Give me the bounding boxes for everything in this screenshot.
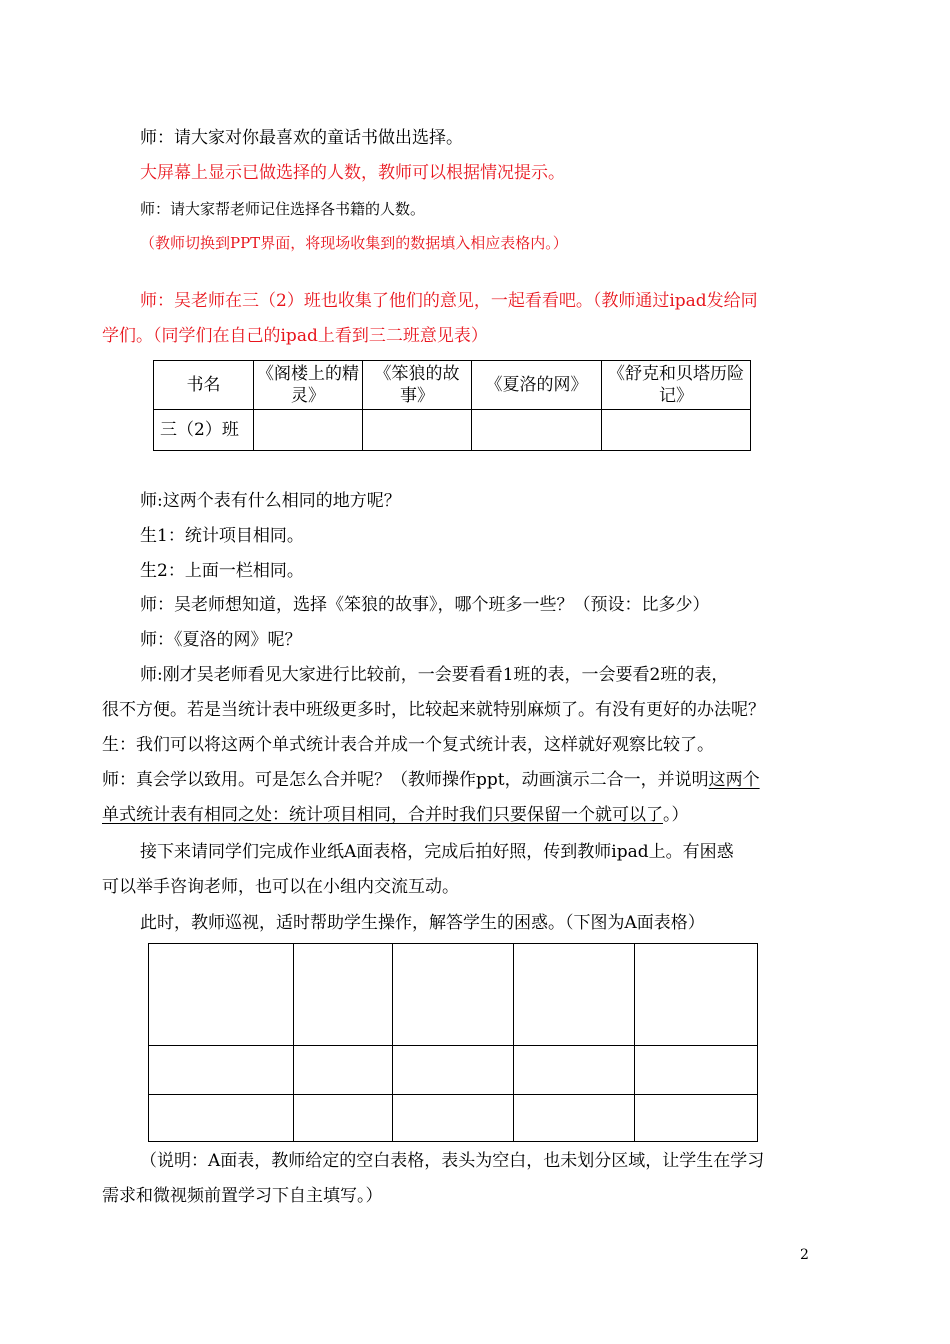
cell-empty — [393, 1095, 514, 1142]
page-number: 2 — [800, 1247, 809, 1263]
row-label-class-3-2: 三（2）班 — [154, 410, 254, 451]
para-16a: （说明：A面表，教师给定的空白表格，表头为空白，也未划分区域，让学生在学习 — [140, 1151, 765, 1171]
cell-empty — [149, 944, 294, 1046]
cell-empty — [149, 1095, 294, 1142]
cell-empty — [635, 1095, 758, 1142]
cell-empty — [514, 944, 635, 1046]
para-4-red: （教师切换到PPT界面，将现场收集到的数据填入相应表格内。） — [140, 234, 568, 252]
para-9: 师：吴老师想知道，选择《笨狼的故事》，哪个班多一些？（预设：比多少） — [140, 595, 710, 615]
header-book-1: 《阁楼上的精 灵》 — [254, 361, 363, 410]
header-book-2: 《笨狼的故 事》 — [363, 361, 472, 410]
para-12: 生：我们可以将这两个单式统计表合并成一个复式统计表，这样就好观察比较了。 — [102, 735, 714, 755]
para-7: 生1：统计项目相同。 — [140, 526, 304, 546]
table-header-row — [154, 361, 751, 410]
para-1: 师：请大家对你最喜欢的童话书做出选择。 — [140, 128, 463, 148]
para-11a: 师:刚才吴老师看见大家进行比较前，一会要看看1班的表，一会要看2班的表， — [140, 665, 729, 685]
para-13b-text: 。） — [663, 805, 689, 825]
cell-empty — [149, 1046, 294, 1095]
para-5a-red: 师：吴老师在三（2）班也收集了他们的意见，一起看看吧。（教师通过ipad发给同 — [140, 291, 758, 311]
cell-empty — [294, 944, 393, 1046]
para-8: 生2：上面一栏相同。 — [140, 561, 304, 581]
table-row — [149, 1046, 758, 1095]
para-13b — [102, 804, 689, 826]
class-3-2-opinion-table — [153, 360, 751, 451]
table-row — [149, 1095, 758, 1142]
header-book-3: 《夏洛的网》 — [472, 361, 602, 410]
cell-empty — [363, 410, 472, 451]
cell-empty — [254, 410, 363, 451]
para-2-red: 大屏幕上显示已做选择的人数，教师可以根据情况提示。 — [140, 163, 565, 183]
cell-empty — [294, 1095, 393, 1142]
para-13a — [102, 769, 760, 791]
para-13a-underlined: 这两个 — [708, 770, 760, 790]
para-14a: 接下来请同学们完成作业纸A面表格，完成后拍好照，传到教师ipad上。有困惑 — [140, 842, 734, 862]
cell-empty — [472, 410, 602, 451]
para-16b: 需求和微视频前置学习下自主填写。） — [102, 1186, 383, 1206]
cell-empty — [602, 410, 751, 451]
cell-empty — [635, 1046, 758, 1095]
cell-empty — [393, 944, 514, 1046]
cell-empty — [635, 944, 758, 1046]
cell-empty — [393, 1046, 514, 1095]
header-book-label: 书名 — [154, 361, 254, 410]
header-book-4: 《舒克和贝塔历险 记》 — [602, 361, 751, 410]
para-10: 师：《夏洛的网》呢？ — [140, 630, 302, 650]
para-5b-red: 学们。（同学们在自己的ipad上看到三二班意见表） — [102, 326, 488, 346]
para-3: 师：请大家帮老师记住选择各书籍的人数。 — [140, 200, 426, 218]
cell-empty — [294, 1046, 393, 1095]
table-row-class — [154, 410, 751, 451]
para-11b: 很不方便。若是当统计表中班级更多时，比较起来就特别麻烦了。有没有更好的办法呢？ — [102, 700, 765, 720]
para-13b-underlined: 单式统计表有相同之处：统计项目相同，合并时我们只要保留一个就可以了 — [102, 805, 663, 825]
blank-table-a — [148, 943, 758, 1142]
para-15: 此时，教师巡视，适时帮助学生操作，解答学生的困惑。（下图为A面表格） — [140, 913, 705, 933]
para-6: 师:这两个表有什么相同的地方呢？ — [140, 491, 401, 511]
para-13a-text: 师：真会学以致用。可是怎么合并呢？（教师操作ppt，动画演示二合一，并说明 — [102, 770, 709, 790]
table-row — [149, 944, 758, 1046]
cell-empty — [514, 1046, 635, 1095]
cell-empty — [514, 1095, 635, 1142]
para-14b: 可以举手咨询老师，也可以在小组内交流互动。 — [102, 877, 459, 897]
